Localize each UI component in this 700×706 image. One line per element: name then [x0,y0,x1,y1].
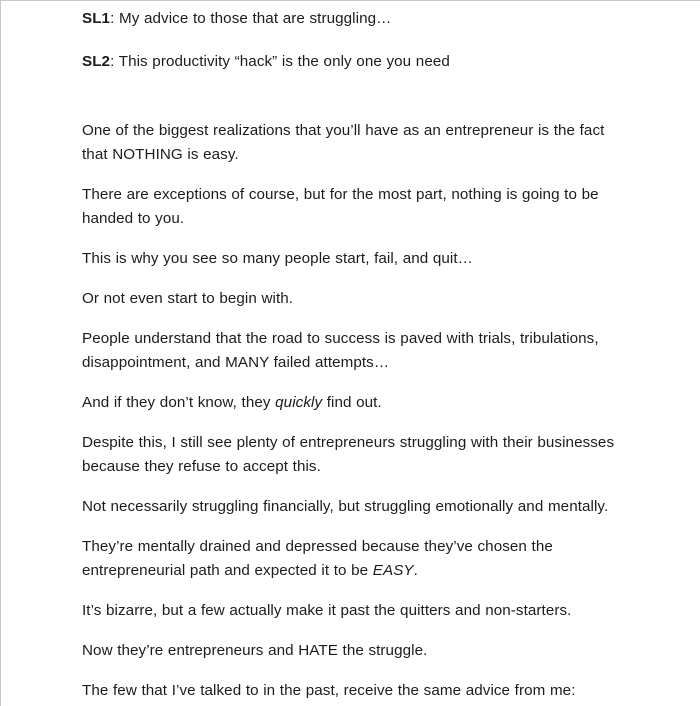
paragraph: The few that I’ve talked to in the past, receive the same advice from me: [82,682,576,699]
subject-line-2 [82,50,622,74]
paragraph-text-after: find out. [322,394,382,411]
paragraph: This is why you see so many people start, fail, and quit… [82,250,473,267]
emphasis-easy: EASY [372,562,414,579]
paragraph: Now they’re entrepreneurs and HATE the struggle. [82,642,428,659]
subject-line-2-separator: : [110,53,115,70]
subject-line-2-tag: SL2 [82,53,111,70]
paragraph: Despite this, I still see plenty of entrepreneurs struggling with their businesses because they refuse to accept this. [82,434,615,475]
paragraph-text-before: And if they don’t know, they [82,394,276,411]
paragraph: People understand that the road to success is paved with trials, tribulations, disappointment, and MANY failed attempts… [82,330,599,371]
paragraph-text-after: . [413,562,418,579]
subject-line-1 [82,7,622,31]
subject-line-1-tag: SL1 [82,10,111,27]
document-body [1,1,700,703]
paragraph: One of the biggest realizations that you’ll have as an entrepreneur is the fact that NOTHING is easy. [82,122,605,163]
subject-line-2-text: This productivity “hack” is the only one you need [114,53,450,70]
subject-lines-block [82,1,622,74]
paragraph: There are exceptions of course, but for the most part, nothing is going to be handed to you. [82,186,599,227]
paragraph [82,535,622,583]
emphasis-quickly: quickly [275,394,323,411]
paragraph-text-before: They’re mentally drained and depressed because they’ve chosen the entrepreneurial path and expected it to be [82,538,553,579]
paragraph: Or not even start to begin with. [82,290,294,307]
paragraph: Not necessarily struggling financially, but struggling emotionally and mentally. [82,498,609,515]
body-copy-block [82,119,622,703]
paragraph: It’s bizarre, but a few actually make it past the quitters and non-starters. [82,602,572,619]
paragraph [82,391,622,415]
subject-line-1-separator: : [110,10,115,27]
subject-line-1-text: My advice to those that are struggling… [114,10,392,27]
